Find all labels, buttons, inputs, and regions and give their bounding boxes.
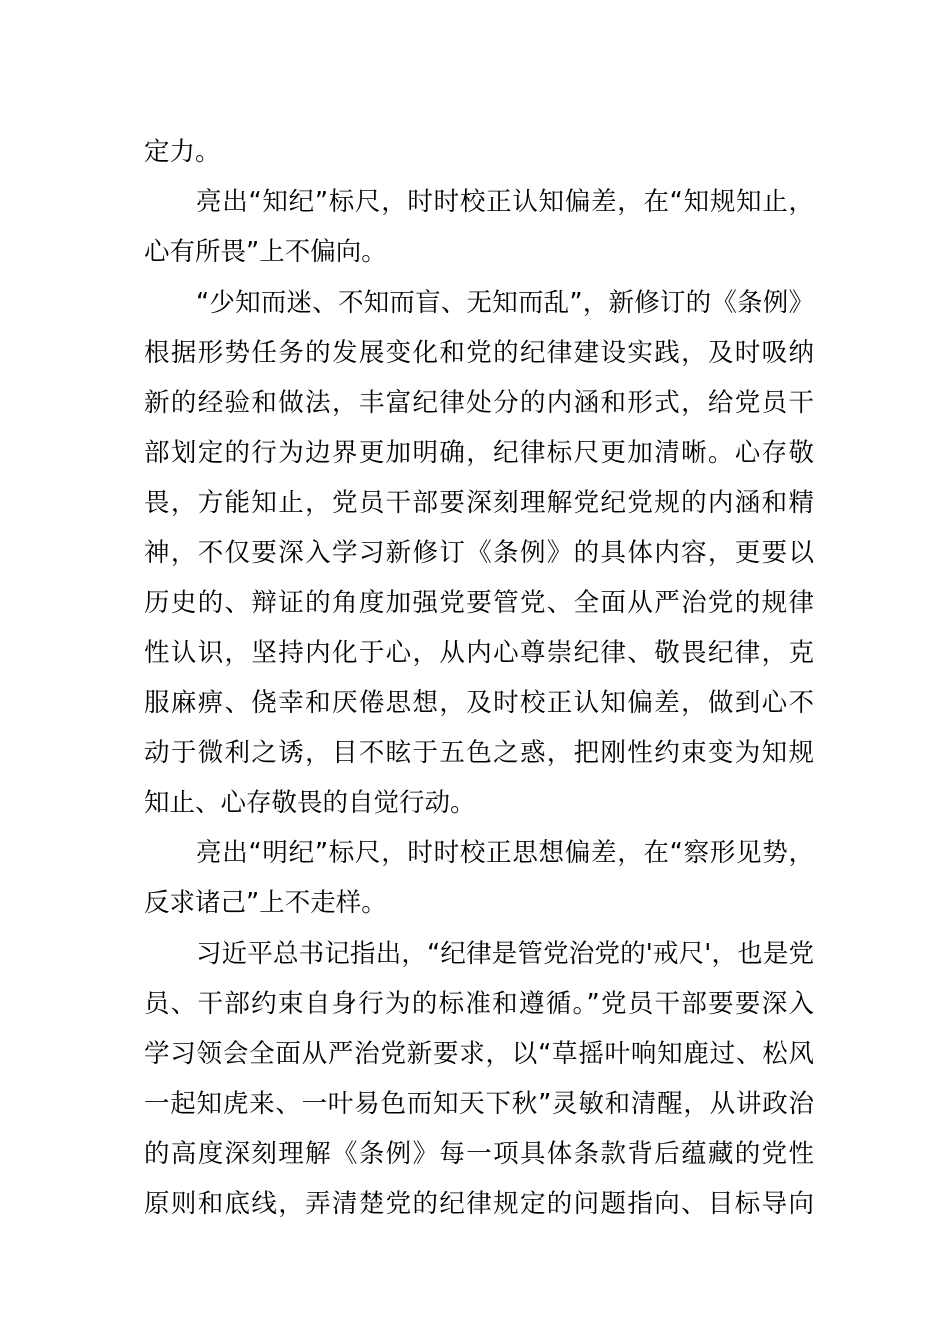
text-line: “少知而迷、不知而盲、无知而乱”，新修订的《条例》 — [196, 288, 814, 318]
section-heading-line: 亮出“知纪”标尺，时时校正认知偏差，在“知规知止， — [196, 187, 814, 217]
text-line: 性认识，坚持内化于心，从内心尊崇纪律、敬畏纪律，克 — [144, 638, 814, 668]
text-line: 知止、心存敬畏的自觉行动。 — [144, 788, 476, 818]
text-line: 的高度深刻理解《条例》每一项具体条款背后蕴藏的党性 — [144, 1139, 814, 1169]
text-line: 一起知虎来、一叶易色而知天下秋”灵敏和清醒，从讲政治 — [144, 1089, 814, 1119]
text-line: 原则和底线，弄清楚党的纪律规定的问题指向、目标导向 — [144, 1189, 814, 1219]
text-line: 习近平总书记指出，“纪律是管党治党的'戒尺'，也是党 — [196, 939, 814, 969]
text-line: 定力。 — [144, 137, 221, 167]
text-line: 历史的、辩证的角度加强党要管党、全面从严治党的规律 — [144, 588, 814, 618]
text-line: 根据形势任务的发展变化和党的纪律建设实践，及时吸纳 — [144, 338, 814, 368]
text-line: 神，不仅要深入学习新修订《条例》的具体内容，更要以 — [144, 538, 814, 568]
section-heading-line: 亮出“明纪”标尺，时时校正思想偏差，在“察形见势， — [196, 838, 814, 868]
text-line: 新的经验和做法，丰富纪律处分的内涵和形式，给党员干 — [144, 388, 814, 418]
text-line: 学习领会全面从严治党新要求，以“草摇叶响知鹿过、松风 — [144, 1039, 814, 1069]
section-heading-line: 反求诸己”上不走样。 — [144, 888, 387, 918]
text-line: 服麻痹、侥幸和厌倦思想，及时校正认知偏差，做到心不 — [144, 688, 814, 718]
text-line: 畏，方能知止，党员干部要深刻理解党纪党规的内涵和精 — [144, 488, 814, 518]
text-line: 动于微利之诱，目不眩于五色之惑，把刚性约束变为知规 — [144, 738, 814, 768]
text-line: 员、干部约束自身行为的标准和遵循。”党员干部要要深入 — [144, 989, 814, 1019]
section-heading-line: 心有所畏”上不偏向。 — [144, 237, 387, 267]
text-line: 部划定的行为边界更加明确，纪律标尺更加清晰。心存敬 — [144, 438, 814, 468]
